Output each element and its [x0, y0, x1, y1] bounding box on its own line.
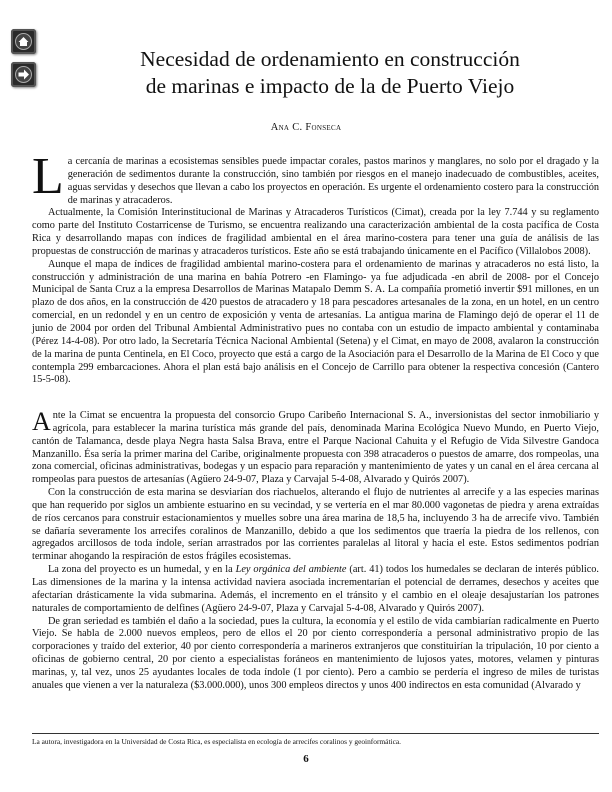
paragraph: Con la construcción de esta marina se desviarían dos riachuelos, alterando el flujo de nutrientes al arrecife y a las especies marinas que han requerido por siglos un ambiente estuarino en su vecindad, y se vertería en el mar 80.000 vagonetas de piedra y arena extraídas de ríos cercanos para construir estacionamientos y muelles sobre una área marina de 18,5 ha, incluyendo 3 ha de arrecife vivo. También se dañaría severamente los arrecifes coralinos de Manzanillo, debido a que los sedimentos que traería la piedra de los rellenos, con agregados arcillosos de toda índole, serían arrastrados por las corrientes paralelas al litoral y hacia el este. Estos sedimentos podrían terminar ahogando la respiración de estos frágiles ecosistemas. [32, 487, 599, 563]
paragraph: De gran seriedad es también el daño a la sociedad, pues la cultura, la economía y el estilo de vida cambiarían radicalmente en Puerto Viejo. Se habla de 2.000 nuevos empleos, pero de ellos el 20 por ciento correspondería a personal administrativo propio de las corporaciones y traído del exterior, 40 por ciento correspondería a marineros extranjeros que constituirían la tripulación, 10 por ciento a oficinas de gobierno central, 20 por ciento a especialistas foráneos en mantenimiento de lujosos yates, motores, velamen y pinturas marinas, y, tal vez, unos 25 ayudantes locales de toda índole (1 por ciento). Pero a cambio se perdería el ingreso de miles de turistas anuales que vienen a ver la naturaleza ($3.000.000), unos 300 empleos directos y unos 400 indirectos en esta comunidad (Alvarado y [32, 615, 599, 691]
section-1 [32, 148, 599, 387]
paragraph [32, 148, 599, 207]
title-line-1: Necesidad de ordenamiento en construcción [140, 47, 520, 71]
paragraph-text: a cercanía de marinas a ecosistemas sensibles puede impactar corales, pastos marinos y manglares, no solo por el dragado y la generación de sedimentos durante la construcción, sino también por riesgos en el manejo inadecuado de combustibles, aceites, aguas servidas y desechos que llevan a cabo los proyectos en operación. Es urgente el ordenamiento costero para la construcción de marinas y atracaderos. [67, 156, 599, 206]
paragraph-text: nte la Cimat se encuentra la propuesta del consorcio Grupo Caribeño Internacional S. A., inversionistas del sector inmobiliario y agrícola, para establecer la marina turística más grande del país, denominada Marina Ecológica Nuevo Mundo, en Puerto Viejo, cantón de Talamanca, desde playa Negra hasta Salsa Brava, entre el Parque Nacional Cahuita y el Refugio de Vida Silvestre Gandoca Manzanillo. Ésa sería la primer marina del Caribe, originalmente propuesta con 398 atracaderos o puestos de amarre, dos rompeolas, una zona comercial, oficinas administrativas, bodegas y un espacio para reparación y mantenimiento de yates y un canal en el área cercana al rompeolas para puestos de artesanías (Agüero 24-9-07, Plaza y Carvajal 5-4-08, Alvarado y Quirós 2007). [32, 410, 599, 486]
paragraph: Aunque el mapa de índices de fragilidad ambiental marino-costera para el ordenamiento de marinas y atracaderos no está listo, la construcción y administración de una marina en bahía Potrero -en Flamingo- ya fue adjudicada -en abril de 2008- por el Concejo Municipal de Santa Cruz a la empresa Desarrollos de Marinas Matapalo Demm S. A. La compañía prometió invertir $91 millones, en un plazo de dos años, en la construcción de 420 puestos de atracadero y 18 para pescadores artesanales de la zona, en un hotel, en un centro comercial, en un redondel y en un centro de exposición y venta de artesanías. La antigua marina de Flamingo dejó de operar el 11 de junio de 2004 por orden del Tribunal Ambiental Administrativo pues no contaba con un estudio de impacto ambiental y contaminaba (Pérez 14-4-08). Por otro lado, la Secretaría Técnica Nacional Ambiental (Setena) y el Cimat, en mayo de 2008, avalaron la construcción de la marina de punta Centinela, en El Coco, proyecto que está a cargo de la Asociación para el Desarrollo de la Marina de El Coco y que contempla 299 embarcaciones. Ahora el plan está bajo análisis en el Concejo de Carrillo para obtener la respectiva concesión (Cantero 15-5-08). [32, 258, 599, 386]
footnote-divider [32, 733, 599, 734]
next-arrow-icon [15, 66, 32, 83]
paragraph-text: La zona del proyecto es un humedal, y en la [48, 564, 236, 576]
article-title [80, 46, 580, 100]
drop-cap: L [32, 148, 64, 205]
section-2 [32, 407, 599, 693]
next-page-button[interactable] [11, 62, 36, 87]
paragraph-text: (art. 41) todos los humedales se declaran de interés público. Las dimensiones de la marina y la intensa actividad naviera asociada incrementarían el potencial de derrames, desechos y aceites que afectarían drásticamente la vida submarina. Además, el incremento en el tránsito y el cambio en el oleaje desajustarían los patrones naturales de comportamiento de delfines (Agüero 24-9-07, Plaza y Carvajal 5-4-08, Alvarado y Quirós 2007). [32, 564, 599, 614]
page-number: 6 [303, 753, 309, 765]
home-icon [15, 33, 32, 50]
law-title: Ley orgánica del ambiente [235, 564, 347, 576]
paragraph [32, 564, 599, 615]
paragraph: Actualmente, la Comisión Interinstitucional de Marinas y Atracaderos Turísticos (Cimat), creada por la ley 7.744 y su reglamento como parte del Instituto Costarricense de Turismo, se encuentra realizando una caracterización ambiental de la costa pacífica de Costa Rica y desarrollando mapas con índices de fragilidad ambiental en el área marino-costera para tener una guía de análisis de las propuestas de construcción de marinas y atracaderos turísticos. Este año se está trabajando únicamente en el Pacífico (Villalobos 2008). [32, 207, 599, 257]
paragraph [32, 407, 599, 487]
title-line-2: de marinas e impacto de la de Puerto Viejo [145, 74, 515, 98]
drop-cap: A [32, 407, 51, 436]
home-button[interactable] [11, 29, 36, 54]
footnote: La autora, investigadora en la Universidad de Costa Rica, es especialista en ecología de arrecifes coralinos y geoinformática. [32, 737, 401, 746]
author-name: Ana C. Fonseca [270, 122, 342, 133]
